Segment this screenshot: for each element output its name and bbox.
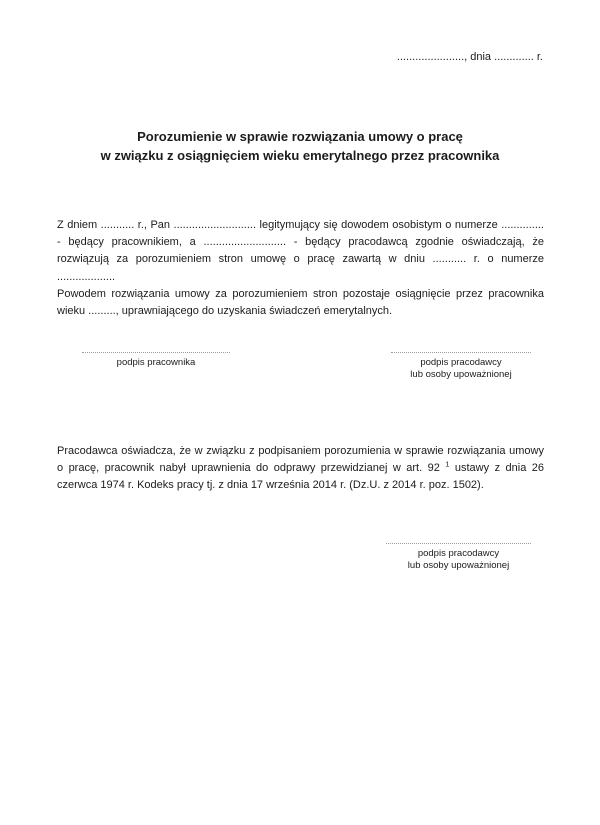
signature-line-employer	[391, 352, 531, 353]
signature-caption-employer-bottom-line2: lub osoby upoważnionej	[407, 560, 510, 571]
document-title	[0, 127, 600, 165]
paragraph-agreement	[57, 217, 544, 320]
signature-caption-employee: podpis pracownika	[116, 357, 196, 368]
paragraph-agreement-text: Z dniem ........... r., Pan ........................... legitymujący się dowodem osobistym o numerze .............. - będący pracownikiem, a ........................... - będący pracodawcą zgodnie oświadczają, że rozwiązują za porozumieniem stron umowę o pracę zawartą w dniu ........... r. o numerze ...................	[57, 219, 544, 283]
paragraph-reason-text: Powodem rozwiązania umowy za porozumieniem stron pozostaje osiągnięcie przez pracownika wieku ........., uprawniającego do uzyskania świadczeń emerytalnych.	[57, 287, 544, 318]
signature-block-employer	[391, 352, 531, 381]
paragraph-severance-text-before: Pracodawca oświadcza, że w związku z podpisaniem porozumienia w sprawie rozwiązania umowy o pracę, pracownik nabył uprawnienia do odprawy przewidzianej w art. 92	[57, 445, 544, 475]
signature-caption-employer-bottom-line1: podpis pracodawcy	[417, 548, 500, 559]
paragraph-severance-text-after: ustawy z dnia 26 czerwca 1974 r. Kodeks pracy tj. z dnia 17 września 2014 r. (Dz.U. z 2014 r. poz. 1502).	[57, 462, 544, 492]
signature-line-employer-bottom	[386, 543, 531, 544]
signature-block-employer-bottom	[386, 543, 531, 572]
document-title-line1: Porozumienie w sprawie rozwiązania umowy o pracę	[137, 129, 463, 144]
date-placeholder-line: ......................, dnia ............. r.	[396, 51, 543, 63]
paragraph-severance	[57, 443, 544, 495]
signature-caption-employer-line2: lub osoby upoważnionej	[410, 369, 512, 380]
signature-line-employee	[82, 352, 230, 353]
footnote-reference-superscript: 1	[445, 459, 450, 469]
document-title-line2: w związku z osiągnięciem wieku emerytalnego przez pracownika	[100, 148, 500, 163]
signature-caption-employer-line1: podpis pracodawcy	[420, 357, 502, 368]
signature-block-employee	[82, 352, 230, 369]
